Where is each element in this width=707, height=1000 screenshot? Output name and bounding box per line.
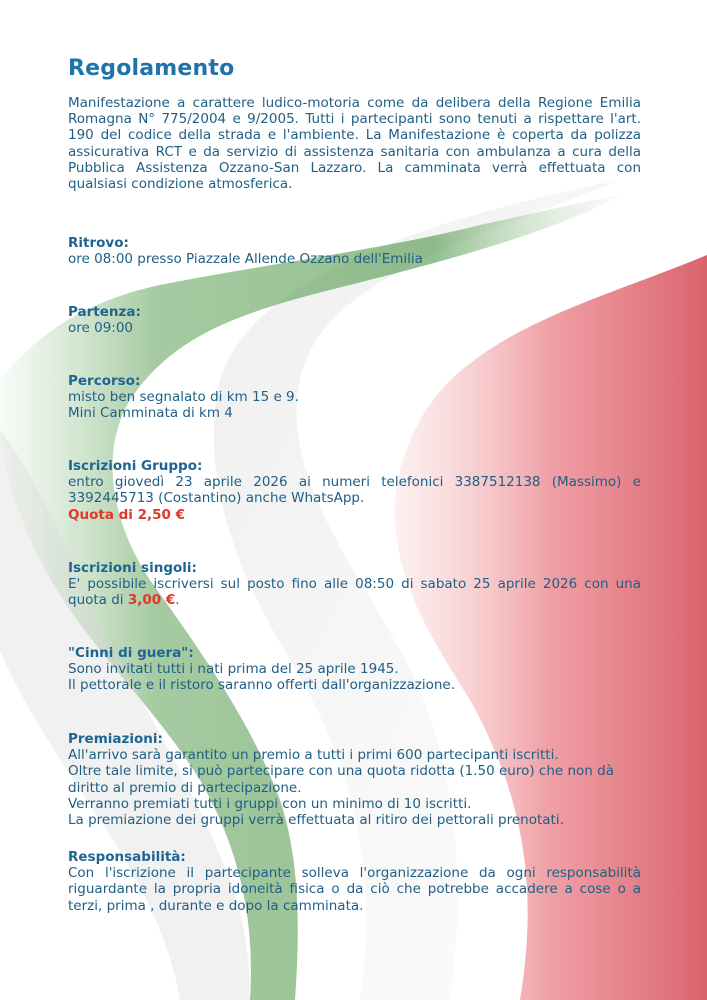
- partenza-label: Partenza:: [68, 304, 141, 320]
- premiazioni-line-4: La premiazione dei gruppi verrà effettuata al ritiro dei pettorali prenotati.: [68, 812, 564, 829]
- iscrizioni-singoli-text: [68, 576, 641, 608]
- iscrizioni-singoli-section: [68, 560, 641, 609]
- iscrizioni-gruppo-text: entro giovedì 23 aprile 2026 ai numeri telefonici 3387512138 (Massimo) e 3392445713 (Costantino) anche WhatsApp.: [68, 474, 641, 507]
- quota-gruppo: Quota di 2,50 €: [68, 506, 186, 523]
- iscrizioni-gruppo-section: [68, 458, 641, 523]
- premiazioni-section: [68, 731, 641, 828]
- responsabilita-text: Con l'iscrizione il partecipante solleva l'organizzazione da ogni responsabilità riguardante la propria idoneità fisica o da ciò che potrebbe accadere a cose o a terzi, prima , durante e dopo la camminata.: [68, 865, 641, 914]
- premiazioni-line-1: All'arrivo sarà garantito un premio a tutti i primi 600 partecipanti iscritti.: [68, 747, 559, 764]
- iscrizioni-gruppo-label: Iscrizioni Gruppo:: [68, 458, 203, 474]
- ritrovo-section: [68, 235, 641, 267]
- responsabilita-label: Responsabilità:: [68, 849, 186, 865]
- intro-paragraph: Manifestazione a carattere ludico-motoria come da delibera della Regione Emilia Romagna N° 775/2004 e 9/2005. Tutti i partecipanti sono tenuti a rispettare l'art. 190 del codice della strada e l'ambiente. La Manifestazione è coperta da polizza assicurativa RCT e da servizio di assistenza sanitaria con ambulanza a cura della Pubblica Assistenza Ozzano-San Lazzaro. La camminata verrà effettuata con qualsiasi condizione atmosferica.: [68, 95, 641, 193]
- iscrizioni-singoli-text-after: .: [175, 592, 180, 609]
- ritrovo-text: ore 08:00 presso Piazzale Allende Ozzano dell'Emilia: [68, 251, 423, 268]
- percorso-label: Percorso:: [68, 373, 141, 389]
- premiazioni-line-2: Oltre tale limite, si può partecipare con una quota ridotta (1.50 euro) che non dà diritto al premio di partecipazione.: [68, 763, 614, 796]
- cinni-section: [68, 645, 641, 694]
- premiazioni-line-3: Verranno premiati tutti i gruppi con un minimo di 10 iscritti.: [68, 795, 472, 812]
- partenza-text: ore 09:00: [68, 320, 134, 337]
- cinni-line-1: Sono invitati tutti i nati prima del 25 aprile 1945.: [68, 661, 399, 678]
- percorso-line-2: Mini Camminata di km 4: [68, 405, 233, 422]
- premiazioni-label: Premiazioni:: [68, 731, 163, 747]
- iscrizioni-singoli-label: Iscrizioni singoli:: [68, 560, 197, 576]
- cinni-line-2: Il pettorale e il ristoro saranno offerti dall'organizzazione.: [68, 677, 456, 694]
- quota-singoli: 3,00 €: [127, 592, 176, 609]
- iscrizioni-singoli-text-before: E' possibile iscriversi sul posto fino alle 08:50 di sabato 25 aprile 2026 con una quota di: [68, 576, 641, 609]
- ritrovo-label: Ritrovo:: [68, 235, 129, 251]
- partenza-section: [68, 304, 641, 336]
- percorso-section: [68, 373, 641, 422]
- page-title: Regolamento: [68, 56, 235, 81]
- cinni-label: "Cinni di guera":: [68, 645, 194, 661]
- percorso-line-1: misto ben segnalato di km 15 e 9.: [68, 389, 299, 406]
- regulation-content: [68, 56, 641, 914]
- responsabilita-section: [68, 849, 641, 914]
